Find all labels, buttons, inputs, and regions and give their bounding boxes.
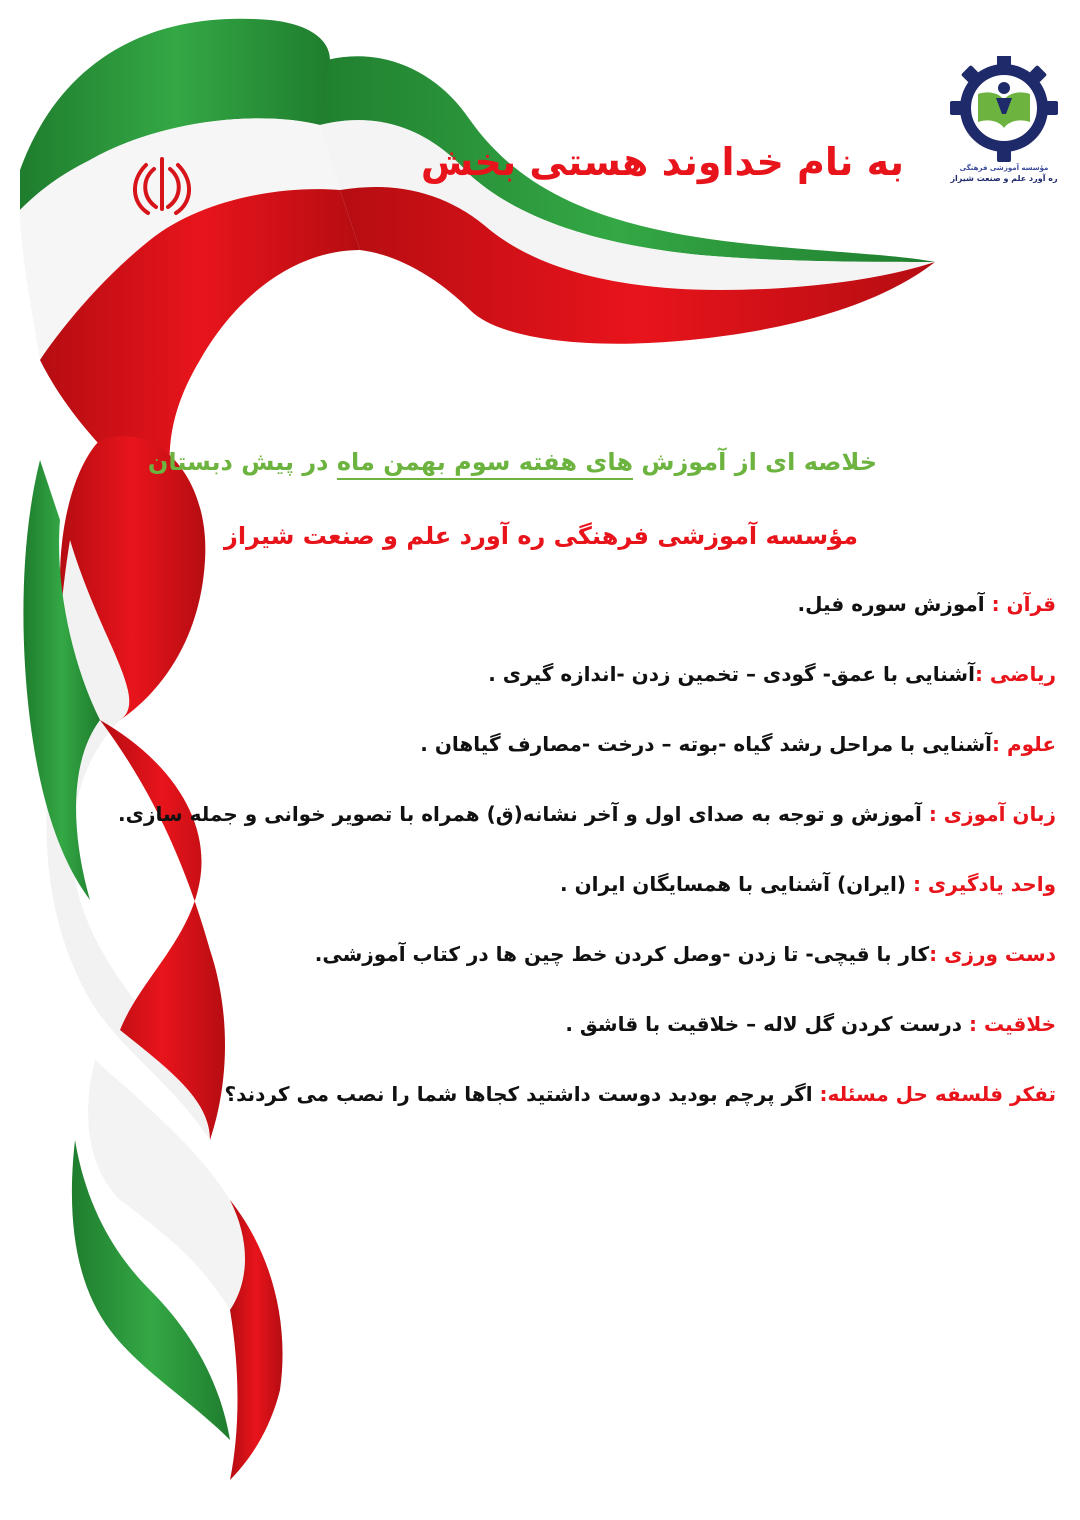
summary-heading-start: خلاصه ای از آموزش [641, 448, 877, 476]
lesson-item-handcraft [16, 934, 1056, 1004]
lesson-label: علوم : [992, 732, 1056, 756]
lesson-text: کار با قیچی- تا زدن -وصل کردن خط چین ها در کتاب آموزشی. [314, 942, 930, 966]
lesson-label: دست ورزی : [929, 942, 1056, 966]
lesson-label: خلاقیت : [969, 1012, 1056, 1036]
lesson-item-philosophy [16, 1074, 1056, 1144]
lesson-item-quran [16, 584, 1056, 654]
lesson-text: آشنایی با مراحل رشد گیاه -بوته – درخت -مصارف گیاهان . [420, 732, 993, 756]
lesson-item-science [16, 724, 1056, 794]
lesson-list [16, 584, 1056, 1144]
lesson-text: اگر پرچم بودید دوست داشتید کجاها شما را نصب می کردند؟ [224, 1082, 820, 1106]
summary-heading-end: در پیش دبستان [147, 448, 337, 476]
logo-line-2: ره آورد علم و صنعت شیراز [950, 174, 1058, 183]
lesson-label: قرآن : [991, 592, 1056, 616]
institute-heading: مؤسسه آموزشی فرهنگی ره آورد علم و صنعت شیراز [224, 522, 858, 550]
lesson-text: (ایران) آشنایی با همسایگان ایران . [560, 872, 913, 896]
lesson-item-math [16, 654, 1056, 724]
summary-heading [148, 448, 877, 476]
lesson-label: واحد یادگیری : [912, 872, 1056, 896]
lesson-item-creativity [16, 1004, 1056, 1074]
logo-line-1: مؤسسه آموزشی فرهنگی [959, 164, 1049, 172]
page-title: به نام خداوند هستی بخش [420, 140, 904, 184]
lesson-label: زبان آموزی : [928, 802, 1056, 826]
lesson-text: آموزش سوره فیل. [797, 592, 992, 616]
lesson-text: درست کردن گل لاله – خلاقیت با قاشق . [565, 1012, 969, 1036]
lesson-item-language [16, 794, 1056, 864]
lesson-item-learning-unit [16, 864, 1056, 934]
lesson-label: تفکر فلسفه حل مسئله: [819, 1082, 1056, 1106]
summary-heading-underlined: های هفته سوم بهمن ماه [337, 448, 633, 480]
institute-gear-book-icon [938, 56, 1070, 164]
lesson-text: آموزش و توجه به صدای اول و آخر نشانه(ق) همراه با تصویر خوانی و جمله سازی. [118, 802, 929, 826]
institute-logo [938, 56, 1070, 196]
lesson-label: ریاضی : [974, 662, 1056, 686]
lesson-text: آشنایی با عمق- گودی – تخمین زدن -اندازه گیری . [488, 662, 975, 686]
